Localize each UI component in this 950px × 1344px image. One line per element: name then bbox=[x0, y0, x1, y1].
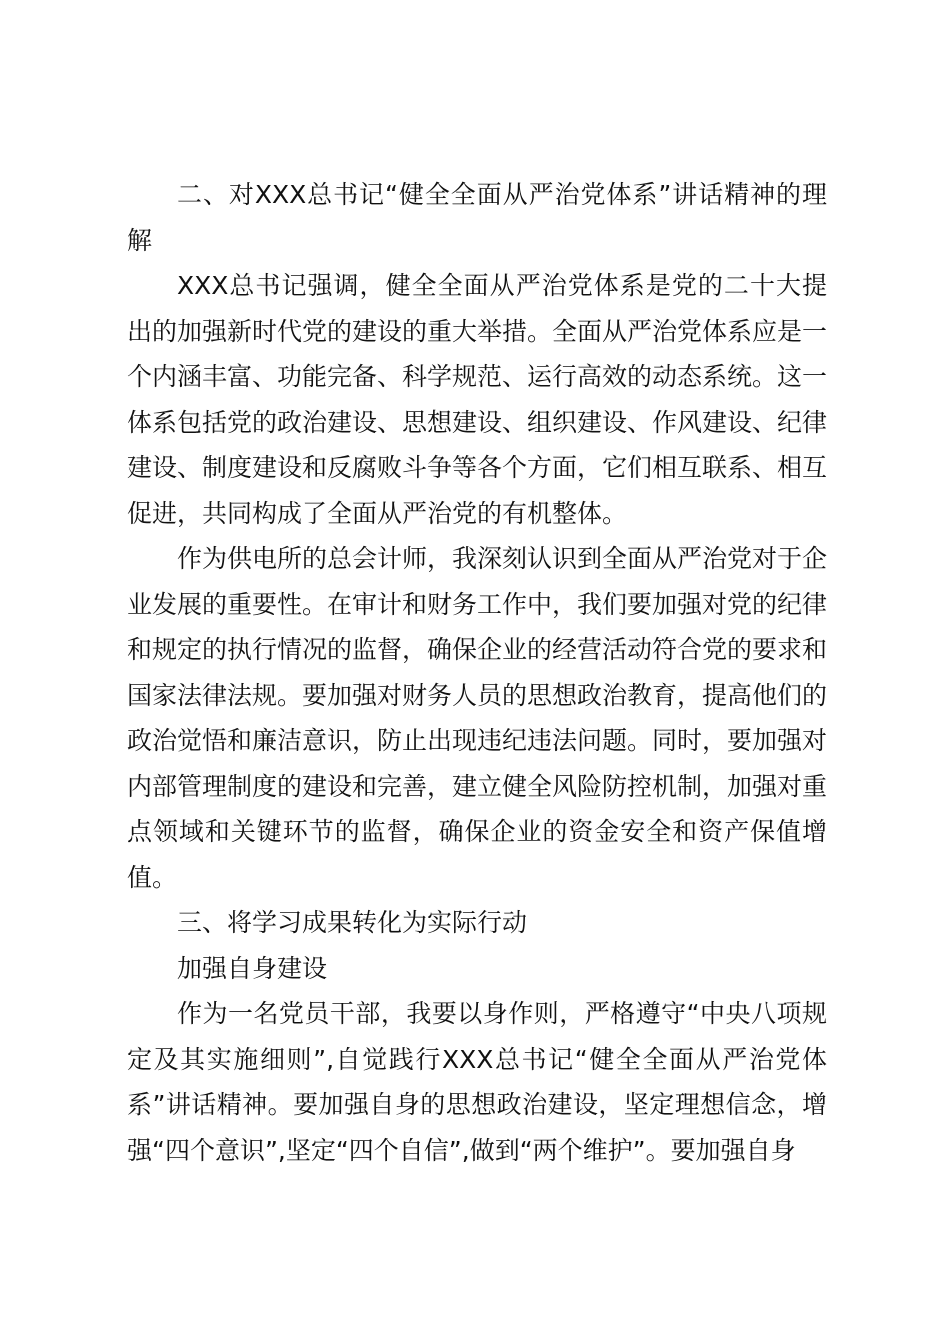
body-paragraph-accountant-role: 作为供电所的总会计师，我深刻认识到全面从严治党对于企业发展的重要性。在审计和财务工作中，我们要加强对党的纪律和规定的执行情况的监督，确保企业的经营活动符合党的要求和国家法律法规。要加强对财务人员的思想政治教育，提高他们的政治觉悟和廉洁意识，防止出现违纪违法问题。同时，要加强对内部管理制度的建设和完善，建立健全风险防控机制，加强对重点领域和关键环节的监督，确保企业的资金安全和资产保值增值。 bbox=[127, 544, 828, 892]
document-body bbox=[127, 172, 827, 1173]
section-heading-action: 三、将学习成果转化为实际行动 bbox=[177, 908, 528, 937]
body-paragraph-system-overview: XXX总书记强调，健全全面从严治党体系是党的二十大提出的加强新时代党的建设的重大举措。全面从严治党体系应是一个内涵丰富、功能完备、科学规范、运行高效的动态系统。这一体系包括党的政治建设、思想建设、组织建设、作风建设、纪律建设、制度建设和反腐败斗争等各个方面，它们相互联系、相互促进，共同构成了全面从严治党的有机整体。 bbox=[127, 271, 828, 528]
subsection-heading-self-building: 加强自身建设 bbox=[177, 953, 328, 983]
body-paragraph-self-building: 作为一名党员干部，我要以身作则，严格遵守“中央八项规定及其实施细则”,自觉践行XXX总书记“健全全面从严治党体系”讲话精神。要加强自身的思想政治建设，坚定理想信念，增强“四个意识”,坚定“四个自信”,做到“两个维护”。要加强自身 bbox=[127, 999, 827, 1165]
section-heading-understanding: 二、对XXX总书记“健全全面从严治党体系”讲话精神的理解 bbox=[127, 180, 827, 255]
